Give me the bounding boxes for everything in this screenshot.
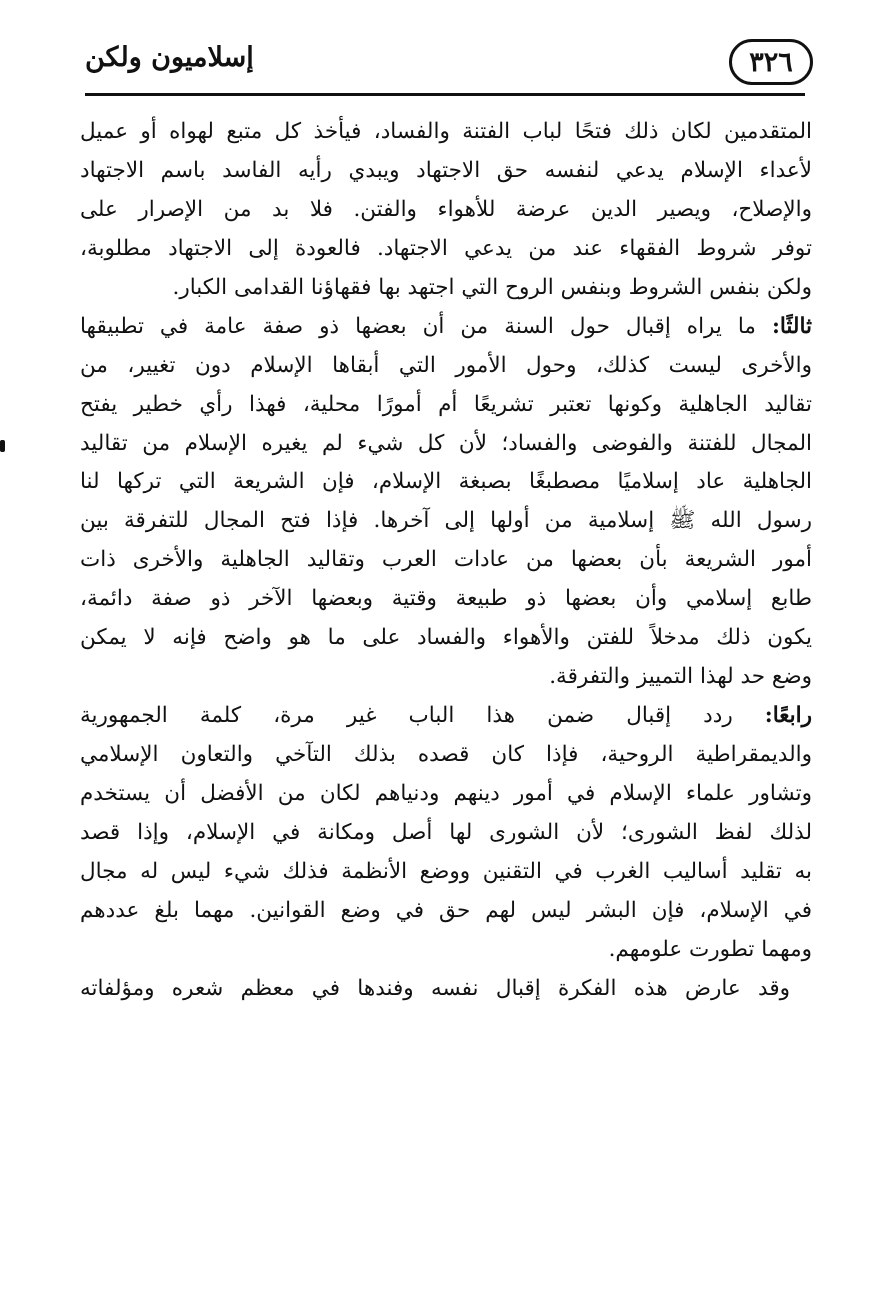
text-line: طابع إسلامي وأن بعضها ذو طبيعة وقتية وبعضها الآخر ذو صفة دائمة، (80, 586, 812, 612)
text-line: ولكن بنفس الشروط وبنفس الروح التي اجتهد بها فقهاؤنا القدامى الكبار. (172, 274, 812, 300)
text-line: تقاليد الجاهلية وكونها تعتبر تشريعًا أم أمورًا محلية، فهذا رأي خطير يفتح (80, 391, 812, 417)
text-line: لذلك لفظ الشورى؛ لأن الشورى لها أصل ومكانة في الإسلام، وإذا قصد (80, 819, 812, 845)
text-line: والإصلاح، ويصير الدين عرضة للأهواء والفتن. فلا بد من الإصرار على (80, 196, 812, 222)
text-run: ردد إقبال ضمن هذا الباب غير مرة، كلمة الجمهورية (80, 703, 765, 729)
page-header (85, 36, 813, 96)
section-lead: ثالثًا: (771, 313, 812, 339)
text-line: أمور الشريعة بأن بعضها من عادات العرب وتقاليد الجاهلية والأخرى ذات (80, 547, 812, 573)
text-line: الجاهلية عاد إسلاميًا مصطبغًا بصبغة الإسلام، فإن الشريعة التي تركها لنا (80, 469, 812, 495)
text-line: وتشاور علماء الإسلام في أمور دينهم ودنياهم لكان من الأفضل أن يستخدم (80, 780, 812, 806)
text-line: توفر شروط الفقهاء عند من يدعي الاجتهاد. فالعودة إلى الاجتهاد مطلوبة، (80, 235, 812, 261)
text-line: وقد عارض هذه الفكرة إقبال نفسه وفندها في معظم شعره ومؤلفاته (80, 975, 790, 1001)
text-line: المتقدمين لكان ذلك فتحًا لباب الفتنة والفساد، فيأخذ كل متبع لهواه أو عميل (80, 119, 812, 144)
running-title: إسلاميون ولكن (85, 42, 254, 73)
text-line: في الإسلام، فإن البشر ليس لهم حق في وضع القوانين. مهما بلغ عددهم (80, 897, 812, 923)
margin-mark (0, 440, 5, 452)
text-run: ما يراه إقبال حول السنة من أن بعضها ذو صفة عامة في تطبيقها (80, 313, 772, 339)
header-rule (85, 93, 805, 96)
text-line: يكون ذلك مدخلاً للفتن والأهواء والفساد على ما هو واضح فإنه لا يمكن (80, 625, 812, 651)
text-line: به تقليد أساليب الغرب في التقنين ووضع الأنظمة فذلك شيء ليس له مجال (80, 858, 812, 884)
text-line: والأخرى ليست كذلك، وحول الأمور التي أبقاها الإسلام دون تغيير، من (80, 352, 812, 378)
section-lead: رابعًا: (764, 703, 812, 729)
paragraph-first-line (80, 308, 812, 347)
text-line: ومهما تطورت علومهم. (608, 936, 812, 962)
text-line: والديمقراطية الروحية، فإذا كان قصده بذلك التآخي والتعاون الإسلامي (80, 742, 812, 767)
page-body (80, 113, 812, 1009)
text-line: لأعداء الإسلام يدعي لنفسه حق الاجتهاد ويبدي رأيه الفاسد باسم الاجتهاد (80, 157, 812, 183)
paragraph-first-line (80, 697, 812, 736)
text-line: وضع حد لهذا التمييز والتفرقة. (549, 664, 812, 690)
page-number: ٣٢٦ (729, 39, 813, 85)
text-line: المجال للفتنة والفوضى والفساد؛ لأن كل شيء لم يغيره الإسلام من تقاليد (80, 430, 812, 456)
text-line: رسول الله ﷺ إسلامية من أولها إلى آخرها. فإذا فتح المجال للتفرقة بين (80, 508, 812, 534)
